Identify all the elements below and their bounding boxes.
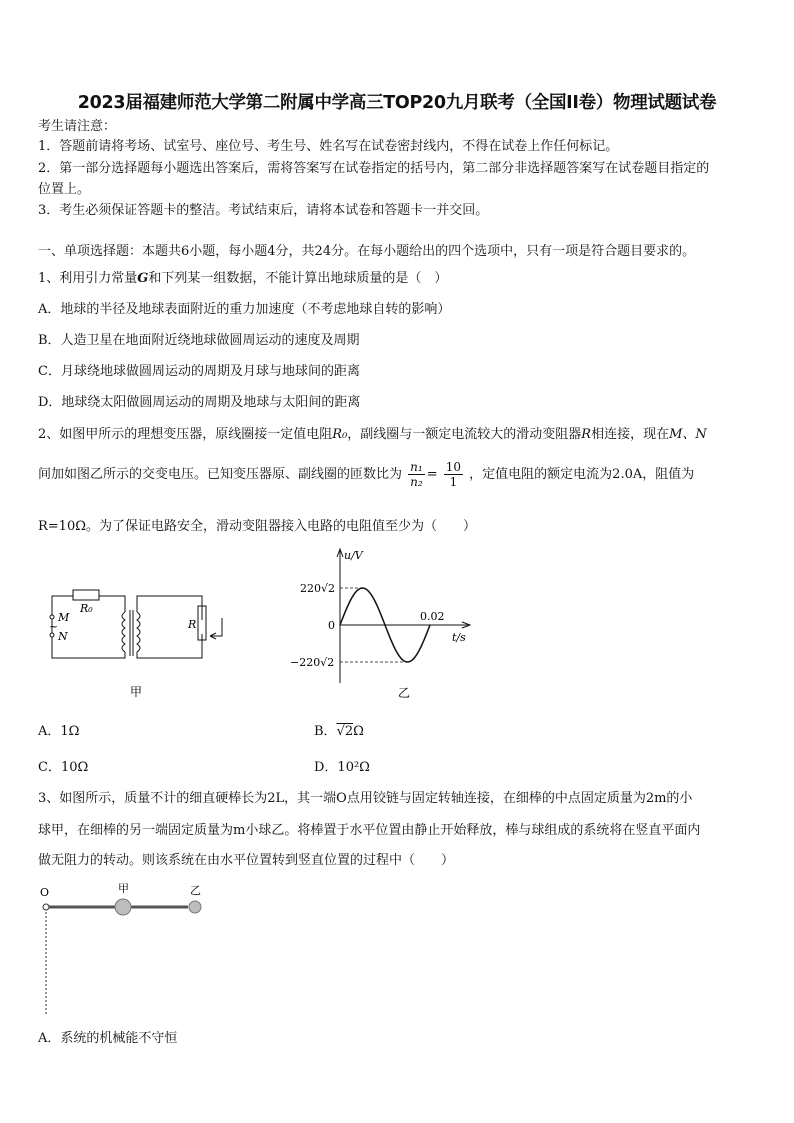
label-m: M <box>58 611 70 624</box>
section-heading: 一、单项选择题：本题共6小题，每小题4分，共24分。在每小题给出的四个选项中，只有一项是符合题目要求的。 <box>38 244 696 259</box>
question-1-option-d[interactable]: D．地球绕太阳做圆周运动的周期及地球与太阳间的距离 <box>38 395 361 410</box>
notice-item: 3．考生必须保证答题卡的整洁。考试结束后，请将本试卷和答题卡一并交回。 <box>38 203 489 218</box>
resistor-r0-symbol <box>73 590 99 600</box>
y-axis-label: u/V <box>344 549 363 562</box>
question-3-option-a[interactable]: A．系统的机械能不守恒 <box>38 1031 178 1046</box>
voltage-waveform-figure <box>282 545 482 705</box>
figure-caption-yi: 乙 <box>398 686 411 700</box>
label-jia: 甲 <box>118 882 129 895</box>
question-3-line-2: 球甲，在细棒的另一端固定质量为m小球乙。将棒置于水平位置由静止开始释放，棒与球组成的系统将在竖直平面内 <box>38 823 701 838</box>
question-2-option-c[interactable]: C．10Ω <box>38 760 89 775</box>
question-3-line-1: 3、如图所示，质量不计的细直硬棒长为2L，其一端O点用铰链与固定转轴连接，在细棒的中点固定质量为2m的小 <box>38 791 693 806</box>
symbol-g: G <box>137 271 149 286</box>
ratio-value-fraction: $\frac{10}{1}$ <box>445 460 462 489</box>
transformer-circuit-figure <box>40 580 240 700</box>
turns-ratio-fraction: $\frac{\text{n₁}}{\text{n₂}}$ <box>410 460 423 489</box>
y-min-label: −220√2 <box>290 656 335 669</box>
question-2-option-b[interactable]: B．√2Ω <box>314 724 364 739</box>
label-o: O <box>40 886 50 899</box>
notice-item: 2．第一部分选择题每小题选出答案后，需将答案写在试卷指定的括号内，第二部分非选择题答案写在试卷题目指定的 <box>38 161 710 176</box>
hinge-point <box>43 904 49 910</box>
label-r0: R₀ <box>80 602 93 615</box>
question-1-option-a[interactable]: A．地球的半径及地球表面附近的重力加速度（不考虑地球自转的影响） <box>38 302 451 317</box>
question-2-option-a[interactable]: A．1Ω <box>38 724 80 739</box>
notice-item: 位置上。 <box>38 182 91 197</box>
terminal-n <box>50 633 54 637</box>
origin-label: 0 <box>328 619 335 632</box>
label-n: N <box>58 630 68 643</box>
x-axis-label: t/s <box>452 631 466 644</box>
ball-yi <box>189 901 201 913</box>
rod-and-balls-figure <box>36 880 226 1020</box>
question-2-line-3: R=10Ω。为了保证电路安全，滑动变阻器接入电路的电阻值至少为（ ） <box>38 519 477 534</box>
question-2-option-d[interactable]: D．10²Ω <box>314 760 370 775</box>
question-1-stem: 1、利用引力常量G和下列某一组数据，不能计算出地球质量的是（ ） <box>38 271 448 286</box>
question-2-line-2: 间加如图乙所示的交变电压。已知变压器原、副线圈的匝数比为 $\frac{\text{n₁}}{\text{n₂}}$ = $\frac{10}{1}$ ，定值电阻的额定电流为2.0A，阻值为 <box>38 460 695 489</box>
label-tilde: ~ <box>49 620 59 633</box>
question-2-line-1: 2、如图甲所示的理想变压器，原线圈接一定值电阻R₀，副线圈与一额定电流较大的滑动变阻器R相连接，现在M、N <box>38 427 707 442</box>
label-yi: 乙 <box>190 884 201 897</box>
period-label: 0.02 <box>420 610 445 623</box>
ball-jia <box>115 899 131 915</box>
notice-item: 1．答题前请将考场、试室号、座位号、考生号、姓名写在试卷密封线内，不得在试卷上作任何标记。 <box>38 139 619 154</box>
label-r: R <box>188 618 197 631</box>
y-max-label: 220√2 <box>300 582 336 595</box>
question-1-option-b[interactable]: B．人造卫星在地面附近绕地球做圆周运动的速度及周期 <box>38 333 360 348</box>
page-title: 2023届福建师范大学第二附属中学高三TOP20九月联考（全国II卷）物理试题试卷 <box>77 93 717 113</box>
question-3-line-3: 做无阻力的转动。则该系统在由水平位置转到竖直位置的过程中（ ） <box>38 853 455 868</box>
figure-caption-jia: 甲 <box>130 685 143 699</box>
terminal-m <box>50 615 54 619</box>
notice-heading: 考生请注意： <box>38 119 117 134</box>
question-1-option-c[interactable]: C．月球绕地球做圆周运动的周期及月球与地球间的距离 <box>38 364 360 379</box>
